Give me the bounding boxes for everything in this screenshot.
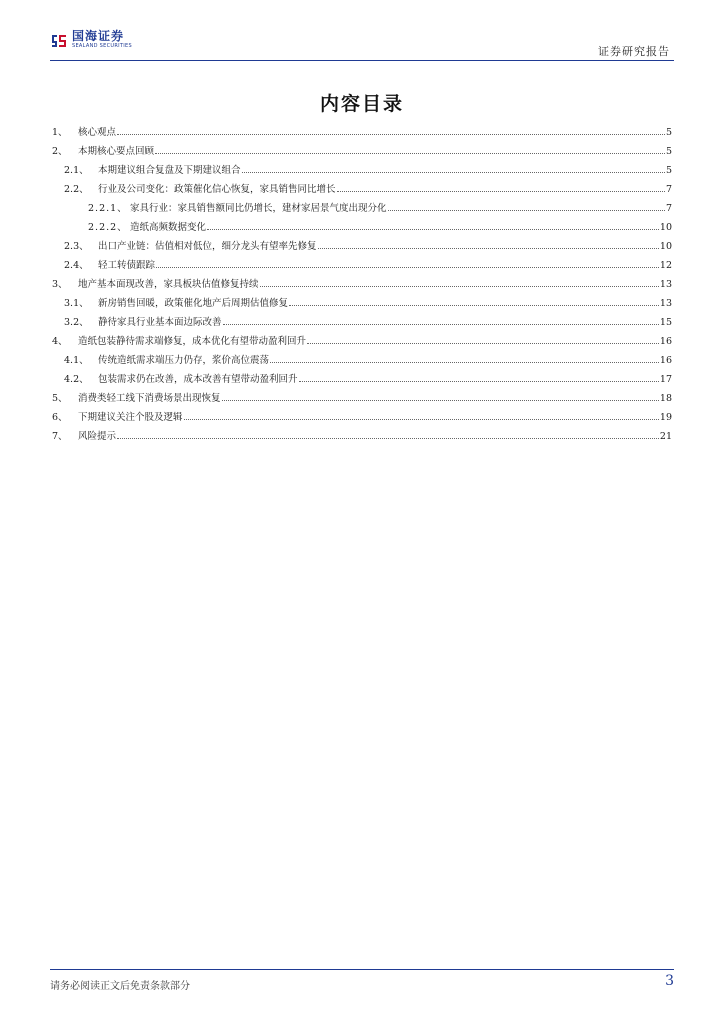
- toc-title: 静待家具行业基本面边际改善: [98, 317, 222, 328]
- toc-page: 17: [659, 374, 672, 385]
- toc-number: 4.1、: [64, 355, 89, 366]
- dot-leader: [299, 369, 659, 382]
- toc-entry[interactable]: [52, 122, 672, 141]
- table-of-contents: [52, 122, 672, 445]
- toc-title: 风险提示: [78, 431, 117, 442]
- dot-leader: [289, 293, 659, 306]
- toc-number: 6、: [52, 412, 68, 423]
- toc-entry[interactable]: [52, 407, 672, 426]
- toc-page: 7: [665, 184, 672, 195]
- dot-leader: [155, 141, 665, 154]
- dot-leader: [222, 388, 659, 401]
- toc-title: 本期建议组合复盘及下期建议组合: [98, 165, 241, 176]
- toc-title: 包装需求仍在改善，成本改善有望带动盈利回升: [98, 374, 298, 385]
- dot-leader: [388, 198, 665, 211]
- toc-number: 2.2.1、: [88, 203, 128, 214]
- page-title: 内容目录: [319, 93, 404, 115]
- report-type-label: 证券研究报告: [598, 45, 670, 58]
- toc-entry[interactable]: [52, 331, 672, 350]
- toc-entry[interactable]: [52, 160, 672, 179]
- toc-title: 下期建议关注个股及逻辑: [78, 412, 183, 423]
- toc-page: 5: [665, 146, 672, 157]
- dot-leader: [117, 122, 665, 135]
- page-footer: [50, 969, 674, 992]
- toc-title: 传统造纸需求端压力仍存，浆价高位震荡: [98, 355, 270, 366]
- toc-number: 2.2、: [64, 184, 89, 195]
- dot-leader: [337, 179, 665, 192]
- toc-entry[interactable]: [52, 369, 672, 388]
- toc-page: 7: [665, 203, 672, 214]
- toc-page: 19: [659, 412, 672, 423]
- toc-entry[interactable]: [52, 236, 672, 255]
- page-header: [50, 30, 674, 61]
- toc-entry[interactable]: [52, 198, 672, 217]
- toc-entry[interactable]: [52, 350, 672, 369]
- toc-entry[interactable]: [52, 293, 672, 312]
- toc-number: 7、: [52, 431, 68, 442]
- sealand-logo-icon: [50, 32, 68, 50]
- toc-entry[interactable]: [52, 217, 672, 236]
- toc-number: 3.2、: [64, 317, 89, 328]
- toc-page: 10: [659, 241, 672, 252]
- toc-page: 15: [659, 317, 672, 328]
- dot-leader: [223, 312, 659, 325]
- toc-number: 2.4、: [64, 260, 89, 271]
- toc-page: 10: [659, 222, 672, 233]
- toc-entry[interactable]: [52, 274, 672, 293]
- toc-entry[interactable]: [52, 312, 672, 331]
- toc-page: 16: [659, 336, 672, 347]
- toc-page: 13: [659, 298, 672, 309]
- toc-page: 18: [659, 393, 672, 404]
- toc-number: 2.3、: [64, 241, 89, 252]
- toc-title: 本期核心要点回顾: [78, 146, 155, 157]
- dot-leader: [117, 426, 659, 439]
- toc-title: 新房销售回暖，政策催化地产后周期估值修复: [98, 298, 289, 309]
- toc-number: 3、: [52, 279, 68, 290]
- logo-english-name: SEALAND SECURITIES: [72, 43, 132, 49]
- disclaimer-note: 请务必阅读正文后免责条款部分: [50, 981, 190, 992]
- toc-title: 核心观点: [78, 127, 117, 138]
- toc-title: 轻工转债跟踪: [98, 260, 156, 271]
- toc-title: 造纸高频数据变化: [130, 222, 207, 233]
- toc-page: 5: [665, 165, 672, 176]
- toc-number: 1、: [52, 127, 68, 138]
- page-number: 3: [665, 973, 674, 989]
- toc-page: 13: [659, 279, 672, 290]
- toc-title: 行业及公司变化：政策催化信心恢复，家具销售同比增长: [98, 184, 336, 195]
- toc-number: 2.2.2、: [88, 222, 128, 233]
- dot-leader: [207, 217, 659, 230]
- toc-entry[interactable]: [52, 141, 672, 160]
- logo-chinese-name: 国海证券: [72, 29, 125, 43]
- toc-number: 2、: [52, 146, 68, 157]
- dot-leader: [307, 331, 659, 344]
- toc-page: 12: [659, 260, 672, 271]
- toc-number: 4、: [52, 336, 68, 347]
- dot-leader: [242, 160, 665, 173]
- dot-leader: [318, 236, 659, 249]
- dot-leader: [260, 274, 659, 287]
- toc-number: 2.1、: [64, 165, 89, 176]
- toc-entry[interactable]: [52, 255, 672, 274]
- toc-page: 16: [659, 355, 672, 366]
- toc-title: 出口产业链：估值相对低位，细分龙头有望率先修复: [98, 241, 317, 252]
- toc-number: 3.1、: [64, 298, 89, 309]
- toc-title: 地产基本面现改善，家具板块估值修复持续: [78, 279, 259, 290]
- toc-page: 5: [665, 127, 672, 138]
- dot-leader: [270, 350, 659, 363]
- dot-leader: [156, 255, 659, 268]
- dot-leader: [184, 407, 659, 420]
- toc-number: 5、: [52, 393, 68, 404]
- toc-page: 21: [659, 431, 672, 442]
- toc-title: 造纸包装静待需求端修复，成本优化有望带动盈利回升: [78, 336, 307, 347]
- toc-title: 消费类轻工线下消费场景出现恢复: [78, 393, 221, 404]
- toc-entry[interactable]: [52, 179, 672, 198]
- toc-number: 4.2、: [64, 374, 89, 385]
- toc-title: 家具行业：家具销售额同比仍增长，建材家居景气度出现分化: [130, 203, 387, 214]
- toc-entry[interactable]: [52, 388, 672, 407]
- toc-entry[interactable]: [52, 426, 672, 445]
- company-logo: [50, 30, 132, 52]
